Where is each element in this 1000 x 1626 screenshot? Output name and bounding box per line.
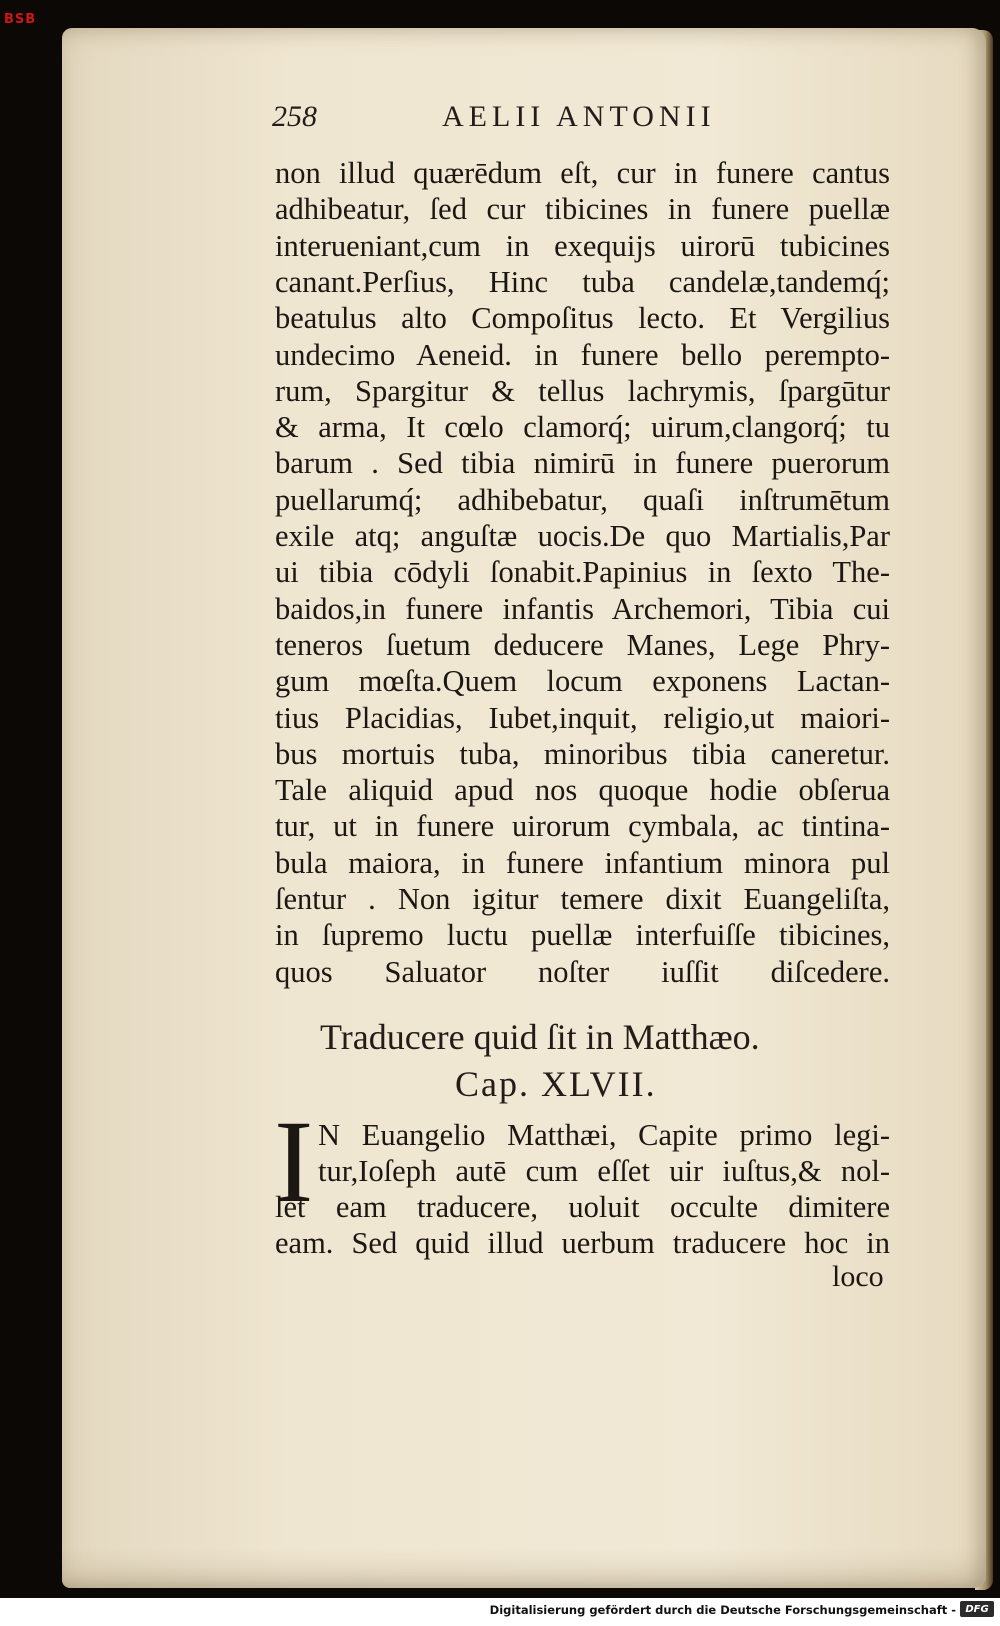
chapter-line: let eam traducere, uoluit occulte dimitere: [275, 1190, 890, 1224]
text-line: undecimo Aeneid. in funere bello perempto-: [275, 337, 890, 372]
page-number: 258: [272, 100, 317, 133]
text-line: in ſupremo luctu puellæ interfuiſſe tibicines,: [275, 918, 890, 953]
chapter-line: eam. Sed quid illud uerbum traducere hoc in: [275, 1226, 890, 1260]
chapter-number: Cap. XLVII.: [455, 1064, 657, 1104]
text-line: ſentur . Non igitur temere dixit Euangeliſta,: [275, 882, 890, 916]
bsb-logo: BSB: [4, 12, 37, 27]
text-line: ui tibia cōdyli ſonabit.Papinius in ſexto The-: [275, 555, 890, 590]
text-line: beatulus alto Compoſitus lecto. Et Vergilius: [275, 301, 890, 336]
text-line: bus mortuis tuba, minoribus tibia caneretur.: [275, 736, 890, 771]
catchword: loco: [832, 1260, 884, 1293]
text-line: gum mœſta.Quem locum exponens Lactan-: [275, 664, 890, 699]
text-line: teneros ſuetum deducere Manes, Lege Phry-: [275, 627, 890, 662]
text-line: baidos,in funere infantis Archemori, Tibia cui: [275, 591, 890, 626]
page-shadow: [62, 1548, 986, 1588]
running-title: AELII ANTONII: [442, 100, 716, 133]
dfg-logo-text: DFG: [965, 1603, 989, 1615]
chapter-title: Traducere quid ſit in Matthæo.: [320, 1017, 760, 1057]
text-line: exile atq; anguſtæ uocis.De quo Martialis,Par: [275, 519, 890, 553]
chapter-line: N Euangelio Matthæi, Capite primo legi-: [318, 1118, 890, 1152]
text-line: canant.Perſius, Hinc tuba candelæ,tandemq́;: [275, 264, 890, 299]
text-line: & arma, It cœlo clamorq́; uirum,clangorq́; tu: [275, 410, 890, 445]
text-line: puellarumq́; adhibebatur, quaſi inſtrumētum: [275, 482, 890, 517]
text-line: quos Saluator noſter iuſſit diſcedere.: [275, 954, 890, 989]
text-line: rum, Spargitur & tellus lachrymis, ſpargūtur: [275, 373, 890, 408]
text-line: barum . Sed tibia nimirū in funere puerorum: [275, 446, 890, 481]
text-line: interueniant,cum in exequijs uirorū tubicines: [275, 228, 890, 263]
text-line: Tale aliquid apud nos quoque hodie obſerua: [275, 773, 890, 808]
text-line: bula maiora, in funere infantium minora pul: [275, 845, 890, 880]
drop-cap: I: [274, 1096, 314, 1227]
text-line: adhibeatur, ſed cur tibicines in funere puellæ: [275, 192, 890, 227]
text-line: tur, ut in funere uirorum cymbala, ac tintina-: [275, 809, 890, 844]
text-line: tius Placidias, Iubet,inquit, religio,ut maiori-: [275, 700, 890, 735]
dfg-logo: [960, 1601, 994, 1617]
text-line: non illud quærēdum eſt, cur in funere cantus: [275, 156, 890, 190]
page-header: [272, 100, 792, 140]
chapter-line: tur,Ioſeph autē cum eſſet uir iuſtus,& nol-: [318, 1154, 890, 1188]
footer-credit: Digitalisierung gefördert durch die Deutsche Forschungsgemeinschaft -: [489, 1603, 956, 1617]
